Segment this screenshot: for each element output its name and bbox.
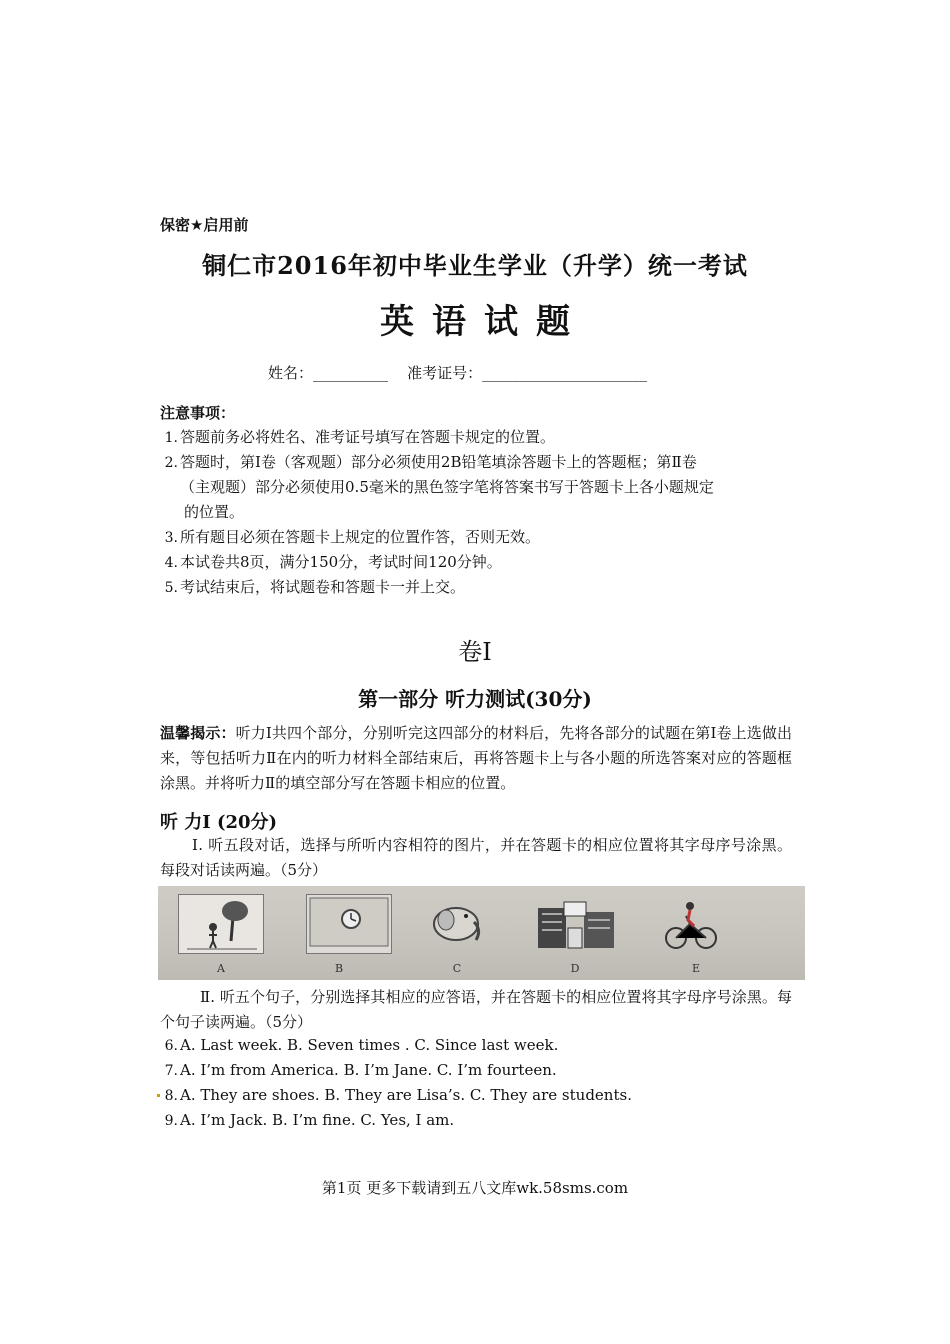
subject-title: 英语试题 xyxy=(380,302,588,342)
listening-heading: 听 力Ⅰ (20分) xyxy=(160,812,278,833)
tree-girl-icon xyxy=(179,895,263,953)
notice-item: 1. 答题前务必将姓名、准考证号填写在答题卡规定的位置。 xyxy=(164,428,556,446)
tip-label: 温馨揭示： xyxy=(160,724,236,742)
elephant-icon xyxy=(416,894,500,952)
notice-item: 4. 本试卷共8页，满分150分，考试时间120分钟。 xyxy=(164,553,502,571)
clock-icon xyxy=(307,895,391,953)
notice-item: 2. 答题时，第Ⅰ卷（客观题）部分必须使用2B铅笔填涂答题卡上的答题框；第Ⅱ卷 xyxy=(164,453,697,471)
section-1-instructions: Ⅰ. 听五段对话，选择与所听内容相符的图片，并在答题卡的相应位置将其字母序号涂黑。每段对话读两遍。（5分） xyxy=(160,836,792,879)
exam-title: 铜仁市2016年初中毕业生学业（升学）统一考试 xyxy=(202,251,748,280)
part-title: 第一部分 听力测试(30分) xyxy=(358,687,592,711)
volume-title: 卷Ⅰ xyxy=(458,638,492,666)
picture-e xyxy=(648,894,734,954)
tip-paragraph: 温馨揭示：听力Ⅰ共四个部分，分别听完这四部分的材料后，先将各部分的试题在第Ⅰ卷上选做出来，等包括听力Ⅱ在内的听力材料全部结束后，再将答题卡上与各小题的所选答案对应的答题框涂黑。并将听力Ⅱ的填空部分写在答题卡相应的位置。 xyxy=(160,724,792,792)
question-item: 9. A. I’m Jack. B. I’m fine. C. Yes, I am. xyxy=(164,1111,455,1129)
picture-a xyxy=(178,894,264,954)
page-footer: 第1页 更多下载请到五八文库wk.58sms.com xyxy=(321,1179,629,1197)
notice-item-continuation: （主观题）部分必须使用0.5毫米的黑色签字笔将答案书写于答题卡上各小题规定 xyxy=(180,478,714,496)
building-icon xyxy=(534,894,618,952)
section-2-instructions: Ⅱ. 听五个句子，分别选择其相应的应答语，并在答题卡的相应位置将其字母序号涂黑。每个句子读两遍。（5分） xyxy=(160,988,792,1031)
picture-b xyxy=(306,894,392,954)
picture-label: A xyxy=(217,962,225,975)
stray-mark xyxy=(157,1094,160,1097)
picture-label: E xyxy=(691,962,701,975)
confidential-label: 保密★启用前 xyxy=(160,216,249,234)
picture-label: C xyxy=(452,962,462,975)
listening-pictures xyxy=(158,886,805,980)
notice-item: 5. 考试结束后，将试题卷和答题卡一并上交。 xyxy=(164,578,466,596)
bicycle-icon xyxy=(648,894,732,952)
picture-c xyxy=(416,894,502,954)
notice-item: 3. 所有题目必须在答题卡上规定的位置作答，否则无效。 xyxy=(164,528,541,546)
notice-heading: 注意事项： xyxy=(160,404,236,422)
picture-d xyxy=(534,894,620,954)
candidate-info: 姓名：__________ 准考证号：______________________ xyxy=(268,364,648,382)
notice-item-continuation: 的位置。 xyxy=(184,503,245,521)
picture-label: B xyxy=(334,962,344,975)
question-item: 6. A. Last week. B. Seven times . C. Since last week. xyxy=(164,1036,559,1054)
picture-label: D xyxy=(570,962,580,975)
question-item: 8. A. They are shoes. B. They are Lisa’s. C. They are students. xyxy=(164,1086,632,1104)
question-item: 7. A. I’m from America. B. I’m Jane. C. I’m fourteen. xyxy=(164,1061,557,1079)
